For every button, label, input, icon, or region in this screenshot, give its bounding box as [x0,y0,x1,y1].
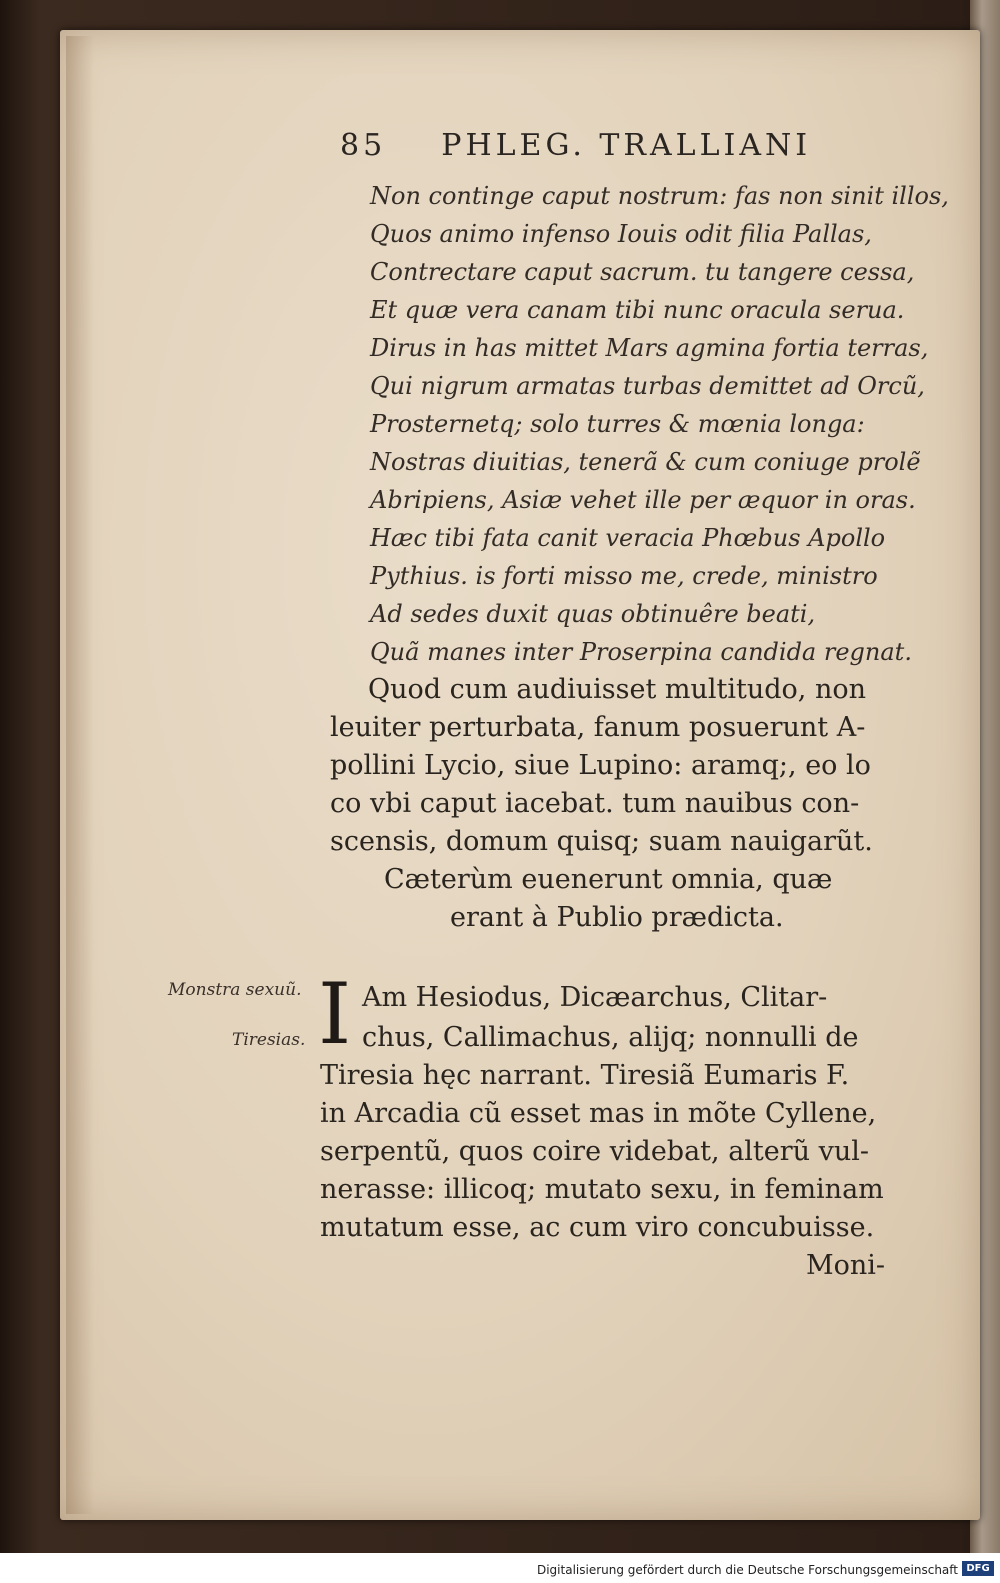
page-number: 85 [340,128,387,163]
prose-line: erant à Publio prædicta. [450,902,784,933]
prose-line: Quod cum audiuisset multitudo, non [368,674,866,705]
prose-line: pollini Lycio, siue Lupino: aramq;, eo lo [330,750,871,781]
verse-line: Non continge caput nostrum: fas non sinit illos, [370,182,949,210]
dfg-logo: DFG [962,1561,994,1576]
margin-note-tiresias: Tiresias. [232,1030,306,1050]
running-head [340,128,811,163]
prose-line: co vbi caput iacebat. tum nauibus con- [330,788,860,819]
verse-line: Dirus in has mittet Mars agmina fortia terras, [370,334,929,362]
verse-line: Nostras diuitias, tenerã & cum coniuge prolẽ [370,448,921,476]
verse-line: Ad sedes duxit quas obtinuêre beati, [370,600,816,628]
drop-cap: I [318,965,352,1063]
margin-note-monstra: Monstra sexuũ. [168,980,302,1000]
prose-line: leuiter perturbata, fanum posuerunt A- [330,712,866,743]
verse-line: Quos animo infenso Iouis odit filia Pallas, [370,220,872,248]
verse-line: Qui nigrum armatas turbas demittet ad Orcũ, [370,372,925,400]
verse-line: Contrectare caput sacrum. tu tangere cessa, [370,258,915,286]
prose-line: in Arcadia cũ esset mas in mõte Cyllene, [320,1098,877,1129]
running-title: PHLEG. TRALLIANI [441,128,812,163]
funding-credit: Digitalisierung gefördert durch die Deutsche Forschungsgemeinschaft [536,1563,958,1577]
verse-line: Prosternetq; solo turres & mœnia longa: [370,410,865,438]
prose-line: mutatum esse, ac cum viro concubuisse. [320,1212,875,1243]
prose-line: chus, Callimachus, alijq; nonnulli de [362,1022,859,1053]
catchword: Moni- [806,1250,886,1281]
prose-line: scensis, domum quisq; suam nauigarũt. [330,826,873,857]
prose-line: Cæterùm euenerunt omnia, quæ [384,864,833,895]
prose-line: nerasse: illicoq; mutato sexu, in feminam [320,1174,884,1205]
prose-line: Tiresia hęc narrant. Tiresiã Eumaris F. [320,1060,850,1091]
verse-line: Hæc tibi fata canit veracia Phœbus Apollo [370,524,886,552]
prose-line: Am Hesiodus, Dicæarchus, Clitar- [362,982,828,1013]
verse-line: Abripiens, Asiæ vehet ille per æquor in oras. [370,486,916,514]
verse-line: Et quæ vera canam tibi nunc oracula serua. [370,296,905,324]
verse-line: Pythius. is forti misso me, crede, ministro [370,562,878,590]
prose-line: serpentũ, quos coire videbat, alterũ vul- [320,1136,870,1167]
verse-line: Quã manes inter Proserpina candida regnat. [370,638,912,666]
page-shadow [66,36,94,1514]
